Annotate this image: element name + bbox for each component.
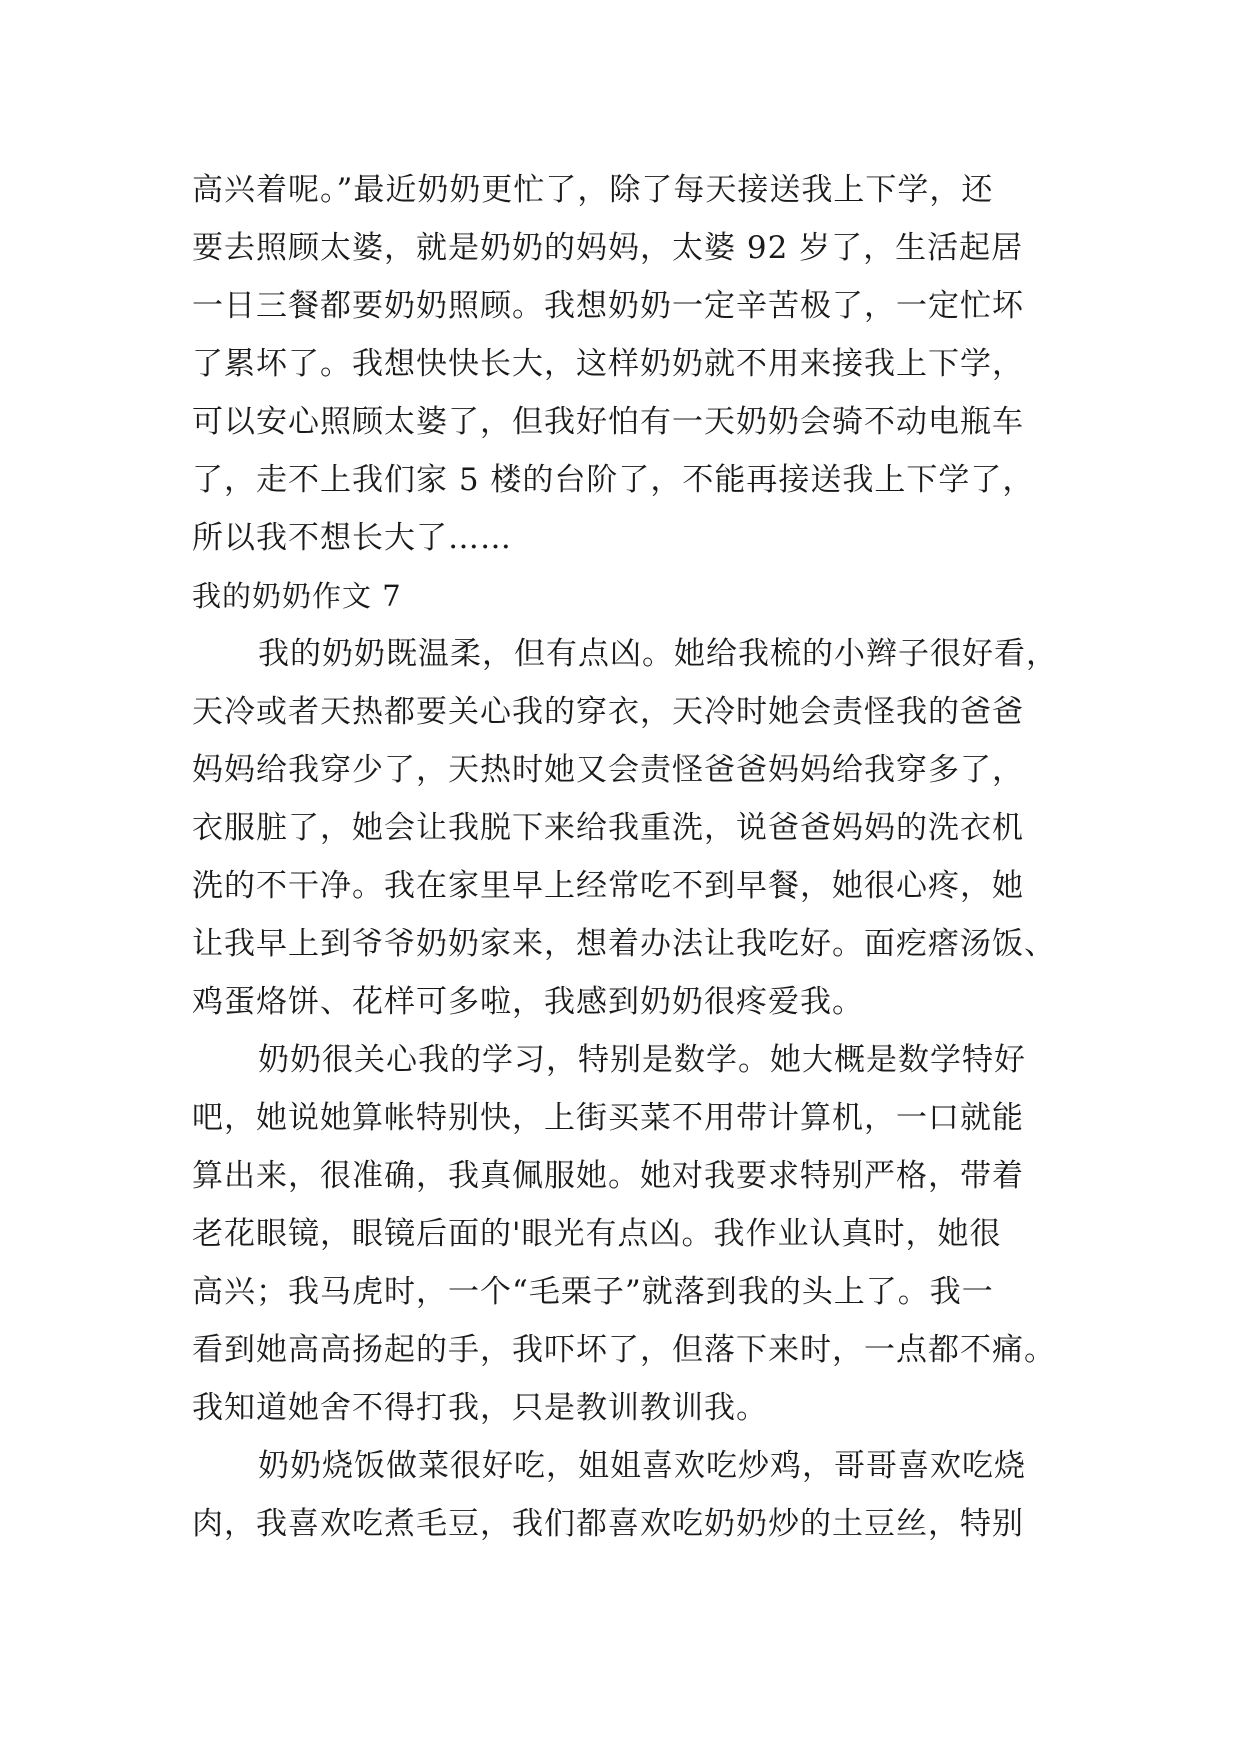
paragraph-line: 看到她高高扬起的手，我吓坏了，但落下来时，一点都不痛。 (192, 1332, 1056, 1368)
paragraph-line: 高兴；我马虎时，一个“毛栗子”就落到我的头上了。我一 (192, 1274, 994, 1310)
paragraph-line: 奶奶很关心我的学习，特别是数学。她大概是数学特好 (258, 1042, 1026, 1078)
paragraph-line: 了累坏了。我想快快长大，这样奶奶就不用来接我上下学， (192, 346, 1024, 382)
paragraph-line: 所以我不想长大了…… (192, 520, 512, 556)
paragraph-line: 高兴着呢。”最近奶奶更忙了，除了每天接送我上下学，还 (192, 172, 994, 208)
paragraph-line: 了，走不上我们家 5 楼的台阶了，不能再接送我上下学了， (192, 462, 1035, 498)
paragraph-line: 可以安心照顾太婆了，但我好怕有一天奶奶会骑不动电瓶车 (192, 404, 1024, 440)
paragraph-line: 老花眼镜，眼镜后面的'眼光有点凶。我作业认真时，她很 (192, 1216, 1002, 1252)
section-heading: 我的奶奶作文 7 (192, 579, 402, 613)
paragraph-line: 吧，她说她算帐特别快，上街买菜不用带计算机，一口就能 (192, 1100, 1024, 1136)
paragraph-line: 我的奶奶既温柔，但有点凶。她给我梳的小辫子很好看， (258, 636, 1058, 672)
paragraph-line: 让我早上到爷爷奶奶家来，想着办法让我吃好。面疙瘩汤饭、 (192, 926, 1056, 962)
paragraph-line: 天冷或者天热都要关心我的穿衣，天冷时她会责怪我的爸爸 (192, 694, 1024, 730)
paragraph-line: 一日三餐都要奶奶照顾。我想奶奶一定辛苦极了，一定忙坏 (192, 288, 1024, 324)
paragraph-line: 洗的不干净。我在家里早上经常吃不到早餐，她很心疼，她 (192, 868, 1024, 904)
paragraph-line: 鸡蛋烙饼、花样可多啦，我感到奶奶很疼爱我。 (192, 984, 864, 1020)
paragraph-line: 肉，我喜欢吃煮毛豆，我们都喜欢吃奶奶炒的土豆丝，特别 (192, 1506, 1024, 1542)
paragraph-line: 算出来，很准确，我真佩服她。她对我要求特别严格，带着 (192, 1158, 1024, 1194)
paragraph-line: 我知道她舍不得打我，只是教训教训我。 (192, 1390, 768, 1426)
paragraph-line: 衣服脏了，她会让我脱下来给我重洗，说爸爸妈妈的洗衣机 (192, 810, 1024, 846)
paragraph-line: 要去照顾太婆，就是奶奶的妈妈，太婆 92 岁了，生活起居 (192, 230, 1024, 266)
paragraph-line: 妈妈给我穿少了，天热时她又会责怪爸爸妈妈给我穿多了， (192, 752, 1024, 788)
paragraph-line: 奶奶烧饭做菜很好吃，姐姐喜欢吃炒鸡，哥哥喜欢吃烧 (258, 1448, 1026, 1484)
